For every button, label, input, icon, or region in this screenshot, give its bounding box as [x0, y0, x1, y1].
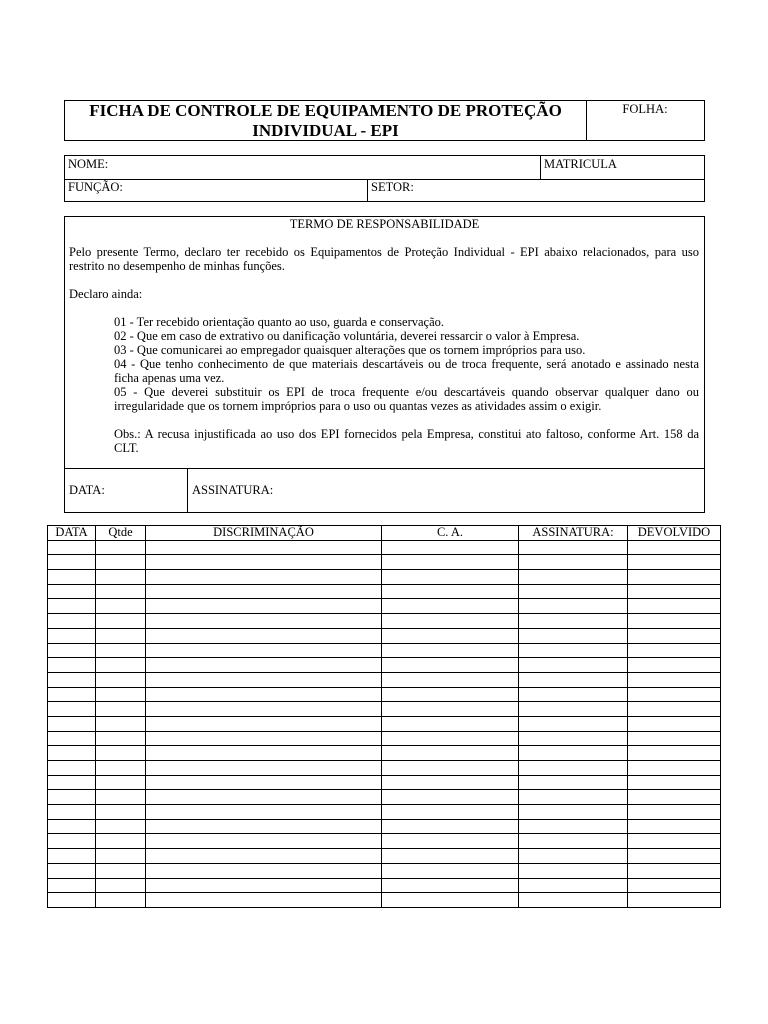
table-cell[interactable]: [519, 614, 628, 629]
table-cell[interactable]: [382, 687, 519, 702]
table-cell[interactable]: [146, 584, 382, 599]
col-header-discriminacao: DISCRIMINAÇÃO: [146, 526, 382, 541]
table-row: [48, 819, 721, 834]
table-cell[interactable]: [48, 716, 96, 731]
form-title-line2: INDIVIDUAL - EPI: [252, 121, 399, 140]
funcao-field[interactable]: FUNÇÃO:: [68, 180, 123, 194]
table-cell[interactable]: [146, 643, 382, 658]
table-cell[interactable]: [519, 702, 628, 717]
table-cell[interactable]: [519, 658, 628, 673]
table-cell[interactable]: [519, 819, 628, 834]
table-cell[interactable]: [382, 599, 519, 614]
table-cell[interactable]: [628, 540, 721, 555]
table-cell[interactable]: [48, 805, 96, 820]
table-cell[interactable]: [48, 893, 96, 908]
table-row: [48, 658, 721, 673]
table-cell[interactable]: [382, 878, 519, 893]
table-cell[interactable]: [96, 805, 146, 820]
termo-items: [114, 315, 699, 413]
table-cell[interactable]: [519, 555, 628, 570]
table-cell[interactable]: [96, 599, 146, 614]
table-cell[interactable]: [628, 775, 721, 790]
table-cell[interactable]: [96, 570, 146, 585]
table-cell[interactable]: [96, 614, 146, 629]
table-cell[interactable]: [96, 658, 146, 673]
termo-title: TERMO DE RESPONSABILIDADE: [289, 217, 480, 231]
table-cell[interactable]: [519, 672, 628, 687]
folha-field[interactable]: FOLHA:: [622, 102, 668, 116]
table-cell[interactable]: [96, 790, 146, 805]
table-cell[interactable]: [628, 834, 721, 849]
table-cell[interactable]: [519, 687, 628, 702]
table-row: [48, 672, 721, 687]
table-cell[interactable]: [628, 849, 721, 864]
table-cell[interactable]: [382, 849, 519, 864]
table-cell[interactable]: [382, 555, 519, 570]
table-cell[interactable]: [96, 672, 146, 687]
table-cell[interactable]: [628, 584, 721, 599]
table-cell[interactable]: [628, 819, 721, 834]
table-cell[interactable]: [519, 878, 628, 893]
table-row: [48, 731, 721, 746]
epi-register-table: [47, 525, 721, 908]
table-cell[interactable]: [519, 849, 628, 864]
table-cell[interactable]: [146, 716, 382, 731]
termo-item: 01 - Ter recebido orientação quanto ao uso, guarda e conservação.: [114, 315, 444, 329]
table-cell[interactable]: [519, 863, 628, 878]
form-title: [65, 101, 587, 140]
table-row: [48, 702, 721, 717]
table-cell[interactable]: [48, 584, 96, 599]
table-cell[interactable]: [48, 614, 96, 629]
table-cell[interactable]: [519, 584, 628, 599]
table-cell[interactable]: [519, 893, 628, 908]
table-cell[interactable]: [519, 570, 628, 585]
table-cell[interactable]: [146, 849, 382, 864]
table-cell[interactable]: [628, 893, 721, 908]
table-row: [48, 716, 721, 731]
header-box: [64, 100, 705, 141]
table-cell[interactable]: [628, 761, 721, 776]
table-cell[interactable]: [382, 672, 519, 687]
table-cell[interactable]: [96, 555, 146, 570]
table-cell[interactable]: [146, 614, 382, 629]
table-row: [48, 746, 721, 761]
table-cell[interactable]: [146, 702, 382, 717]
table-row: [48, 628, 721, 643]
table-cell[interactable]: [146, 672, 382, 687]
table-cell[interactable]: [628, 658, 721, 673]
table-cell[interactable]: [146, 863, 382, 878]
table-cell[interactable]: [96, 687, 146, 702]
table-cell[interactable]: [382, 834, 519, 849]
table-cell[interactable]: [146, 658, 382, 673]
termo-intro: Pelo presente Termo, declaro ter recebido os Equipamentos de Proteção Individual - EPI abaixo relacionados, para uso restrito no desempenho de minhas funções.: [69, 245, 699, 273]
table-cell[interactable]: [146, 555, 382, 570]
table-cell[interactable]: [628, 746, 721, 761]
table-cell[interactable]: [96, 775, 146, 790]
termo-item: 04 - Que tenho conhecimento de que materiais descartáveis ou de troca frequente, será anotado e assinado nesta ficha apenas uma vez.: [114, 357, 699, 385]
table-cell[interactable]: [628, 863, 721, 878]
table-cell[interactable]: [48, 570, 96, 585]
table-cell[interactable]: [48, 687, 96, 702]
table-cell[interactable]: [146, 893, 382, 908]
table-cell[interactable]: [96, 878, 146, 893]
table-cell[interactable]: [48, 672, 96, 687]
table-cell[interactable]: [628, 599, 721, 614]
table-cell[interactable]: [628, 702, 721, 717]
table-cell[interactable]: [628, 672, 721, 687]
table-cell[interactable]: [146, 775, 382, 790]
table-cell[interactable]: [382, 805, 519, 820]
table-cell[interactable]: [382, 614, 519, 629]
table-cell[interactable]: [48, 658, 96, 673]
table-row: [48, 878, 721, 893]
termo-assinatura-field[interactable]: ASSINATURA:: [187, 469, 704, 513]
table-row: [48, 643, 721, 658]
table-cell[interactable]: [96, 643, 146, 658]
table-cell[interactable]: [48, 878, 96, 893]
table-cell[interactable]: [96, 819, 146, 834]
table-cell[interactable]: [519, 834, 628, 849]
info-row-funcao: [65, 179, 704, 202]
employee-info-box: [64, 155, 705, 202]
col-header-devolvido: DEVOLVIDO: [628, 526, 721, 541]
table-cell[interactable]: [519, 790, 628, 805]
table-cell[interactable]: [519, 716, 628, 731]
table-cell[interactable]: [382, 702, 519, 717]
table-cell[interactable]: [48, 775, 96, 790]
table-cell[interactable]: [48, 643, 96, 658]
table-cell[interactable]: [48, 540, 96, 555]
termo-box: [64, 216, 705, 513]
termo-item: 02 - Que em caso de extrativo ou danificação voluntária, deverei ressarcir o valor à Empresa.: [114, 329, 580, 343]
table-cell[interactable]: [146, 540, 382, 555]
table-cell[interactable]: [628, 614, 721, 629]
table-cell[interactable]: [519, 628, 628, 643]
table-cell[interactable]: [96, 584, 146, 599]
table-cell[interactable]: [382, 643, 519, 658]
table-cell[interactable]: [628, 790, 721, 805]
termo-declaro: Declaro ainda:: [69, 287, 143, 301]
termo-signature-row: [65, 468, 704, 513]
table-cell[interactable]: [48, 761, 96, 776]
table-header-row: [48, 526, 721, 541]
termo-obs: Obs.: A recusa injustificada ao uso dos EPI fornecidos pela Empresa, constitui ato faltoso, conforme Art. 158 da CLT.: [114, 427, 699, 455]
table-cell[interactable]: [519, 540, 628, 555]
table-cell[interactable]: [146, 805, 382, 820]
table-cell[interactable]: [382, 584, 519, 599]
table-cell[interactable]: [96, 540, 146, 555]
table-cell[interactable]: [48, 863, 96, 878]
table-cell[interactable]: [48, 790, 96, 805]
table-row: [48, 555, 721, 570]
table-cell[interactable]: [96, 716, 146, 731]
table-row: [48, 834, 721, 849]
termo-item: 03 - Que comunicarei ao empregador quaisquer alterações que os tornem impróprios para uso.: [114, 343, 586, 357]
table-cell[interactable]: [48, 819, 96, 834]
table-row: [48, 893, 721, 908]
table-cell[interactable]: [146, 761, 382, 776]
matricula-field[interactable]: MATRICULA: [540, 156, 704, 179]
table-cell[interactable]: [48, 834, 96, 849]
table-cell[interactable]: [48, 731, 96, 746]
termo-data-field[interactable]: DATA:: [69, 483, 105, 497]
table-cell[interactable]: [519, 731, 628, 746]
table-cell[interactable]: [382, 716, 519, 731]
table-cell[interactable]: [146, 599, 382, 614]
table-cell[interactable]: [48, 849, 96, 864]
table-cell[interactable]: [146, 746, 382, 761]
col-header-data: DATA: [48, 526, 96, 541]
table-cell[interactable]: [96, 761, 146, 776]
table-cell[interactable]: [96, 628, 146, 643]
table-row: [48, 584, 721, 599]
table-cell[interactable]: [48, 599, 96, 614]
table-cell[interactable]: [382, 863, 519, 878]
table-cell[interactable]: [96, 834, 146, 849]
table-row: [48, 775, 721, 790]
table-cell[interactable]: [48, 702, 96, 717]
table-cell[interactable]: [628, 687, 721, 702]
table-row: [48, 863, 721, 878]
table-cell[interactable]: [96, 893, 146, 908]
form-title-line1: FICHA DE CONTROLE DE EQUIPAMENTO DE PROTEÇÃO: [89, 101, 562, 120]
table-row: [48, 570, 721, 585]
table-row: [48, 687, 721, 702]
table-cell[interactable]: [146, 570, 382, 585]
table-cell[interactable]: [96, 849, 146, 864]
table-cell[interactable]: [146, 878, 382, 893]
table-cell[interactable]: [519, 775, 628, 790]
table-cell[interactable]: [382, 540, 519, 555]
table-cell[interactable]: [382, 570, 519, 585]
table-cell[interactable]: [96, 863, 146, 878]
table-cell[interactable]: [382, 761, 519, 776]
col-header-qtde: Qtde: [96, 526, 146, 541]
table-row: [48, 614, 721, 629]
table-cell[interactable]: [146, 790, 382, 805]
table-cell[interactable]: [48, 555, 96, 570]
setor-field[interactable]: SETOR:: [367, 179, 704, 202]
termo-item: 05 - Que deverei substituir os EPI de troca frequente e/ou descartáveis quando observar qualquer dano ou irregularidade que os tornem impróprios para o uso ou quantas vezes as atividades assim o exigir.: [114, 385, 699, 413]
table-row: [48, 599, 721, 614]
table-row: [48, 849, 721, 864]
table-cell[interactable]: [382, 731, 519, 746]
table-cell[interactable]: [382, 746, 519, 761]
table-cell[interactable]: [519, 746, 628, 761]
table-cell[interactable]: [628, 878, 721, 893]
table-cell[interactable]: [519, 599, 628, 614]
table-cell[interactable]: [519, 805, 628, 820]
col-header-assinatura: ASSINATURA:: [519, 526, 628, 541]
table-cell[interactable]: [146, 834, 382, 849]
table-cell[interactable]: [382, 658, 519, 673]
table-cell[interactable]: [146, 628, 382, 643]
nome-field[interactable]: NOME:: [68, 157, 109, 171]
table-row: [48, 761, 721, 776]
info-row-nome: [65, 156, 704, 180]
table-cell[interactable]: [628, 805, 721, 820]
table-cell[interactable]: [48, 746, 96, 761]
table-row: [48, 540, 721, 555]
table-row: [48, 805, 721, 820]
table-cell[interactable]: [146, 687, 382, 702]
table-body: [48, 540, 721, 907]
table-cell[interactable]: [48, 628, 96, 643]
table-cell[interactable]: [628, 628, 721, 643]
table-cell[interactable]: [382, 819, 519, 834]
table-cell[interactable]: [382, 893, 519, 908]
table-cell[interactable]: [382, 790, 519, 805]
table-cell[interactable]: [146, 731, 382, 746]
table-cell[interactable]: [146, 819, 382, 834]
table-cell[interactable]: [382, 775, 519, 790]
table-cell[interactable]: [519, 761, 628, 776]
table-cell[interactable]: [628, 731, 721, 746]
table-cell[interactable]: [382, 628, 519, 643]
col-header-ca: C. A.: [382, 526, 519, 541]
table-cell[interactable]: [96, 731, 146, 746]
table-cell[interactable]: [96, 702, 146, 717]
table-cell[interactable]: [628, 643, 721, 658]
table-cell[interactable]: [628, 570, 721, 585]
table-cell[interactable]: [628, 716, 721, 731]
table-cell[interactable]: [628, 555, 721, 570]
table-cell[interactable]: [96, 746, 146, 761]
table-row: [48, 790, 721, 805]
table-cell[interactable]: [519, 643, 628, 658]
